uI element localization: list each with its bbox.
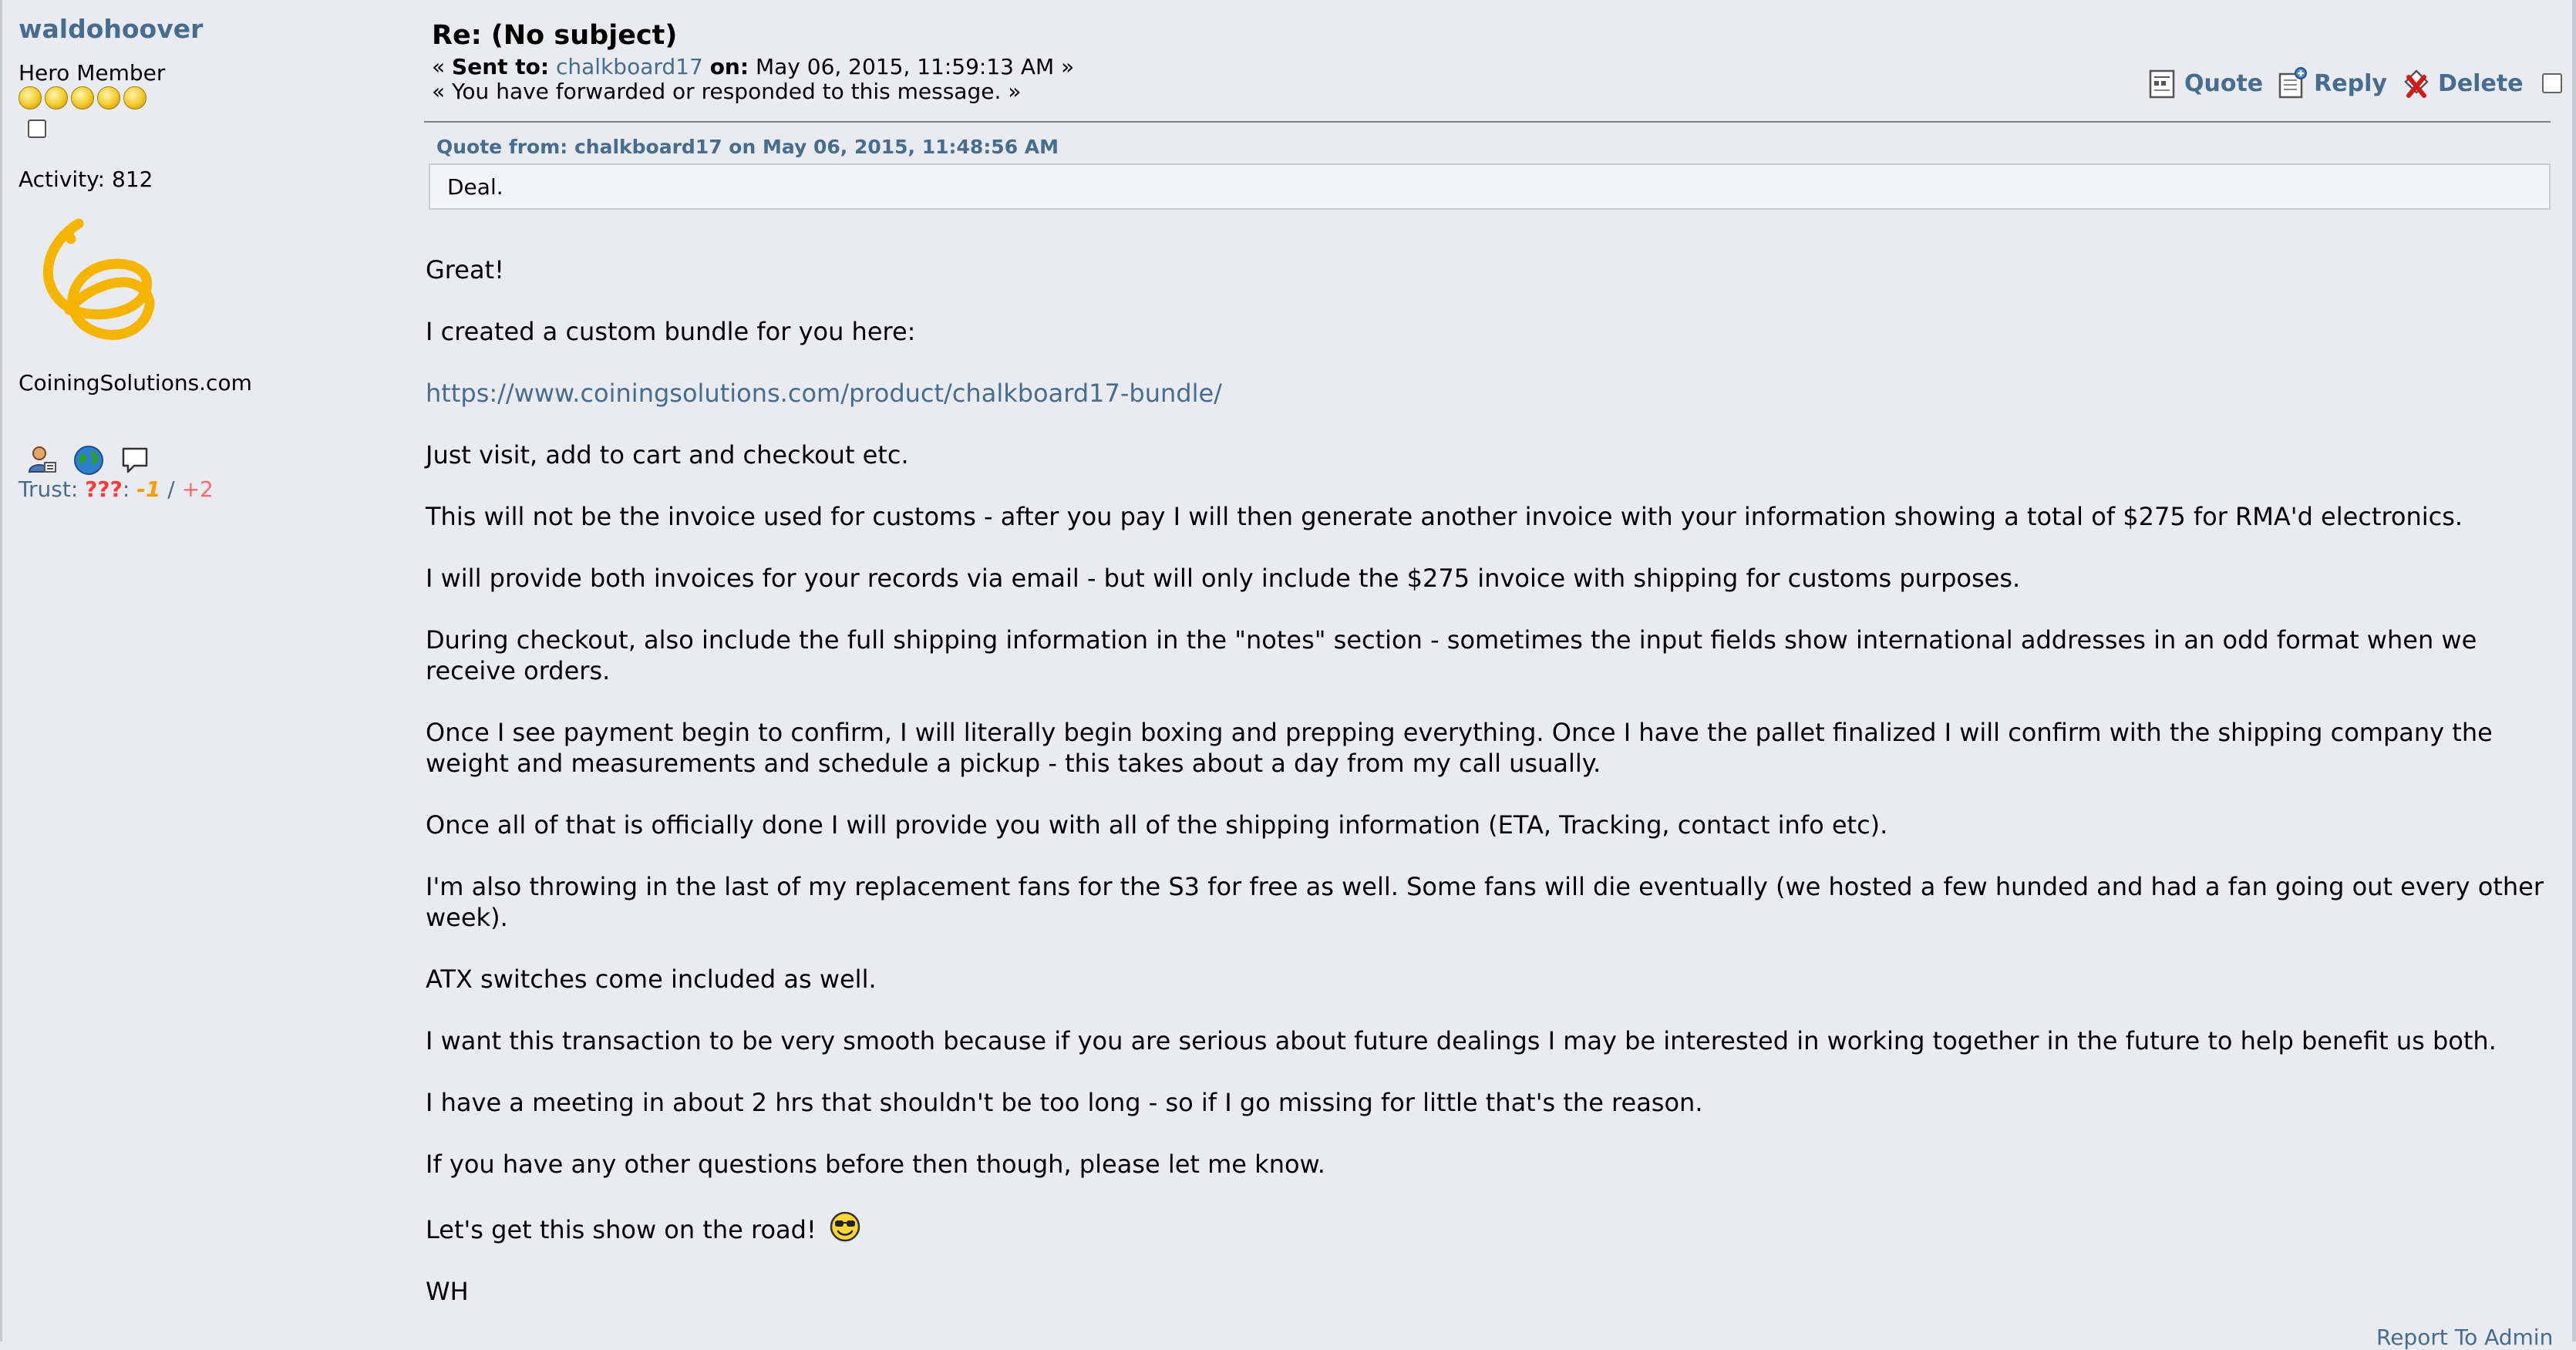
sent-to-label: Sent to: [452,54,550,79]
website-globe-icon[interactable] [72,444,105,476]
body-paragraph: If you have any other questions before then though, please let me know. [426,1150,1325,1179]
body-paragraph: I'm also throwing in the last of my replacement fans for the S3 for free as well. Some fans will die eventually (we hosted a few hunded and had a fan going out every other week). [426,872,2544,932]
personal-message-icon[interactable] [119,444,151,476]
body-closing-text: Let's get this show on the road! [426,1215,817,1244]
quote-label: Quote [2184,69,2264,97]
profile-icon[interactable] [26,444,59,476]
body-paragraph: Once I see payment begin to confirm, I will literally begin boxing and prepping everything. Once I have the pallet finalized I will confirm with the shipping company the weight and measurements and schedule a pickup - this takes about a day from my call usually. [426,718,2493,778]
trust-score: ??? [85,476,123,502]
message-body [426,254,2561,1338]
trust-negative: -1 [136,476,161,502]
body-paragraph: I want this transaction to be very smooth because if you are serious about future dealings I may be interested in working together in the future to help benefit us both. [426,1026,2497,1055]
trust-slash: / [167,476,175,502]
trust-separator: : [122,476,130,502]
reply-label: Reply [2314,69,2387,97]
cool-sunglasses-smiley-icon [829,1210,861,1243]
star-icon [123,86,146,109]
poster-activity: Activity: 812 [19,167,153,192]
body-paragraph: During checkout, also include the full shipping information in the "notes" section - sometimes the input fields show international addresses in an odd format when we receive orders. [426,625,2477,685]
star-icon [71,86,94,109]
select-message-checkbox[interactable] [2542,73,2562,93]
delete-label: Delete [2437,69,2524,97]
trust-positive: +2 [181,476,214,502]
quote-text: Deal. [447,174,503,200]
bundle-link[interactable]: https://www.coiningsolutions.com/product/chalkboard17-bundle/ [426,379,1222,408]
message-sent-info [432,54,1074,79]
body-paragraph: This will not be the invoice used for customs - after you pay I will then generate another invoice with your information showing a total of $275 for RMA'd electronics. [426,502,2463,531]
header-divider [424,121,2551,123]
star-icon [45,86,68,109]
delete-button[interactable] [2401,66,2524,100]
window-left-border [0,0,2,1342]
ignore-checkbox[interactable] [28,120,46,138]
body-paragraph: I have a meeting in about 2 hrs that shouldn't be too long - so if I go missing for little that's the reason. [426,1088,1703,1117]
rank-stars [19,86,146,109]
message-subject: Re: (No subject) [432,20,678,51]
poster-rank: Hero Member [19,60,166,86]
body-paragraph: Great! [426,255,504,284]
reply-button[interactable] [2277,66,2387,100]
window-right-border [2572,0,2576,1342]
recipient-link[interactable]: chalkboard17 [556,54,703,79]
quote-block [429,163,2551,210]
signoff: WH [426,1277,469,1306]
open-guillemet: « [432,54,446,79]
forward-note: « You have forwarded or responded to this message. » [432,79,1022,104]
message-date: May 06, 2015, 11:59:13 AM [755,54,1055,79]
signature-website: CoiningSolutions.com [19,370,252,396]
poster-icon-bar [26,444,151,476]
body-paragraph: I created a custom bundle for you here: [426,317,916,346]
body-paragraph-final [426,1210,2561,1245]
trust-rating [19,476,214,502]
report-to-admin-link[interactable]: Report To Admin [2376,1325,2554,1350]
on-label: on: [709,54,749,79]
trust-label[interactable]: Trust: [19,476,79,502]
body-paragraph: Just visit, add to cart and checkout etc. [426,440,909,470]
close-guillemet: » [1061,54,1075,79]
body-paragraph: ATX switches come included as well. [426,965,877,994]
poster-username[interactable]: waldohoover [19,14,204,44]
body-paragraph: I will provide both invoices for your records via email - but will only include the $275 invoice with shipping for customs purposes. [426,564,2021,593]
delete-icon [2401,66,2432,100]
message-actions [2147,66,2562,100]
star-icon [19,86,42,109]
quote-button[interactable] [2147,66,2263,100]
quote-header-link[interactable]: Quote from: chalkboard17 on May 06, 2015, 11:48:56 AM [436,136,1059,158]
quote-icon [2147,66,2178,100]
reply-icon [2277,66,2308,100]
body-paragraph: Once all of that is officially done I will provide you with all of the shipping information (ETA, Tracking, contact info etc). [426,810,1888,840]
star-icon [97,86,120,109]
avatar [32,211,156,358]
